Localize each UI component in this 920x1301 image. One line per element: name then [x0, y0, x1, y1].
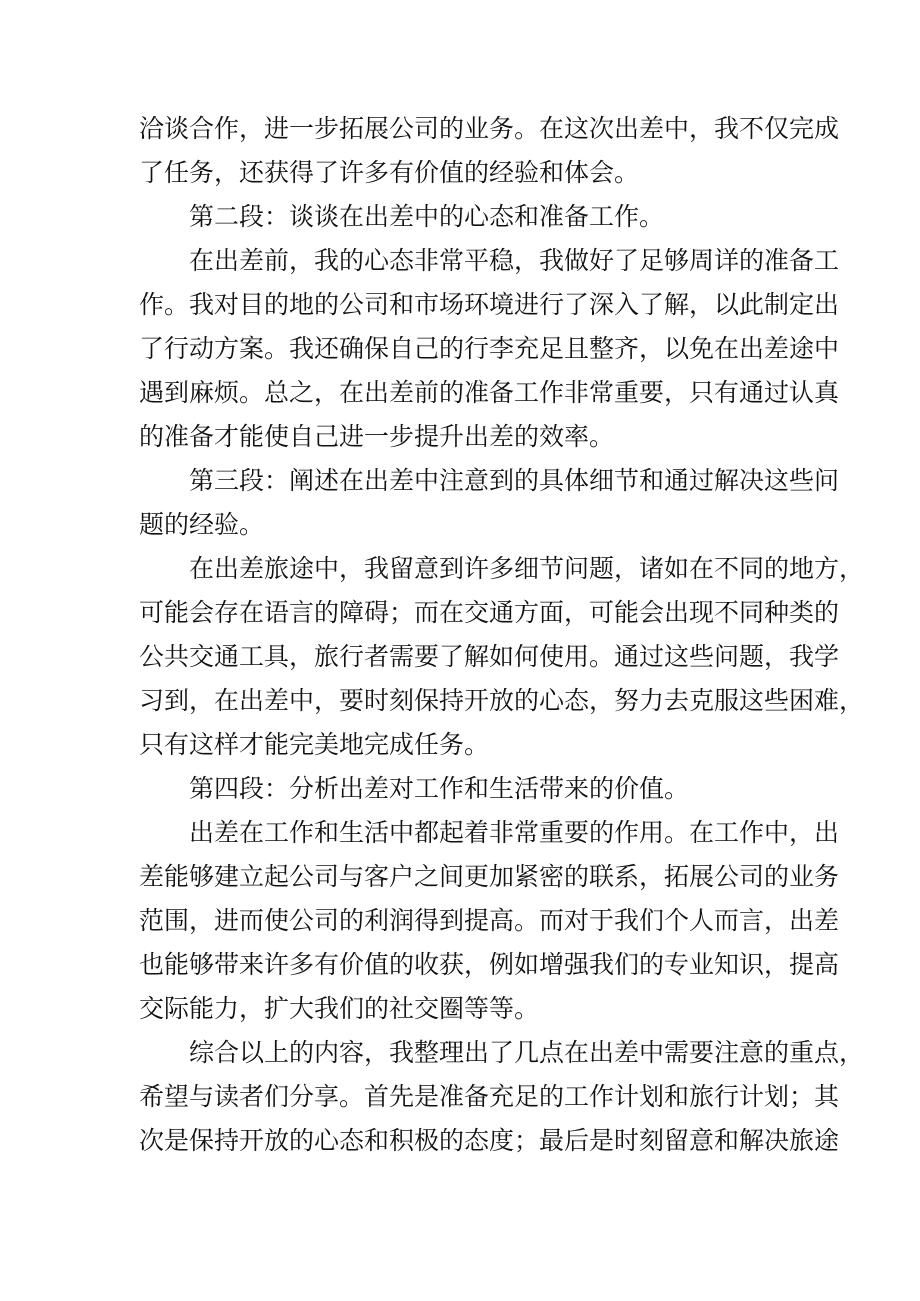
text-line: 洽谈合作，进一步拓展公司的业务。在这次出差中，我不仅完成 [139, 114, 840, 143]
text-line: 出差在工作和生活中都起着非常重要的作用。在工作中，出 [189, 818, 840, 847]
text-line: 习到，在出差中，要时刻保持开放的心态，努力去克服这些困难， [139, 686, 865, 715]
text-line: 次是保持开放的心态和积极的态度；最后是时刻留意和解决旅途 [139, 1126, 840, 1155]
text-line: 了任务，还获得了许多有价值的经验和体会。 [139, 158, 640, 187]
text-line: 题的经验。 [139, 510, 265, 539]
text-line: 综合以上的内容，我整理出了几点在出差中需要注意的重点， [189, 1038, 865, 1067]
section-heading: 第三段：阐述在出差中注意到的具体细节和通过解决这些问 [189, 466, 840, 495]
section-heading: 第二段：谈谈在出差中的心态和准备工作。 [189, 202, 665, 231]
text-line: 只有这样才能完美地完成任务。 [139, 730, 490, 759]
text-line: 在出差旅途中，我留意到许多细节问题，诸如在不同的地方， [189, 554, 865, 583]
document-body [139, 107, 865, 1163]
text-line: 可能会存在语言的障碍；而在交通方面，可能会出现不同种类的 [139, 598, 840, 627]
text-line: 公共交通工具，旅行者需要了解如何使用。通过这些问题，我学 [139, 642, 840, 671]
text-line: 交际能力，扩大我们的社交圈等等。 [139, 994, 540, 1023]
section-heading: 第四段：分析出差对工作和生活带来的价值。 [189, 774, 690, 803]
text-line: 了行动方案。我还确保自己的行李充足且整齐，以免在出差途中 [139, 334, 840, 363]
text-line: 也能够带来许多有价值的收获，例如增强我们的专业知识，提高 [139, 950, 840, 979]
text-line: 差能够建立起公司与客户之间更加紧密的联系，拓展公司的业务 [139, 862, 840, 891]
text-line: 作。我对目的地的公司和市场环境进行了深入了解，以此制定出 [139, 290, 840, 319]
text-line: 在出差前，我的心态非常平稳，我做好了足够周详的准备工 [189, 246, 840, 275]
text-line: 希望与读者们分享。首先是准备充足的工作计划和旅行计划；其 [139, 1082, 840, 1111]
text-line: 的准备才能使自己进一步提升出差的效率。 [139, 422, 615, 451]
text-line: 遇到麻烦。总之，在出差前的准备工作非常重要，只有通过认真 [139, 378, 840, 407]
text-line: 范围，进而使公司的利润得到提高。而对于我们个人而言，出差 [139, 906, 840, 935]
